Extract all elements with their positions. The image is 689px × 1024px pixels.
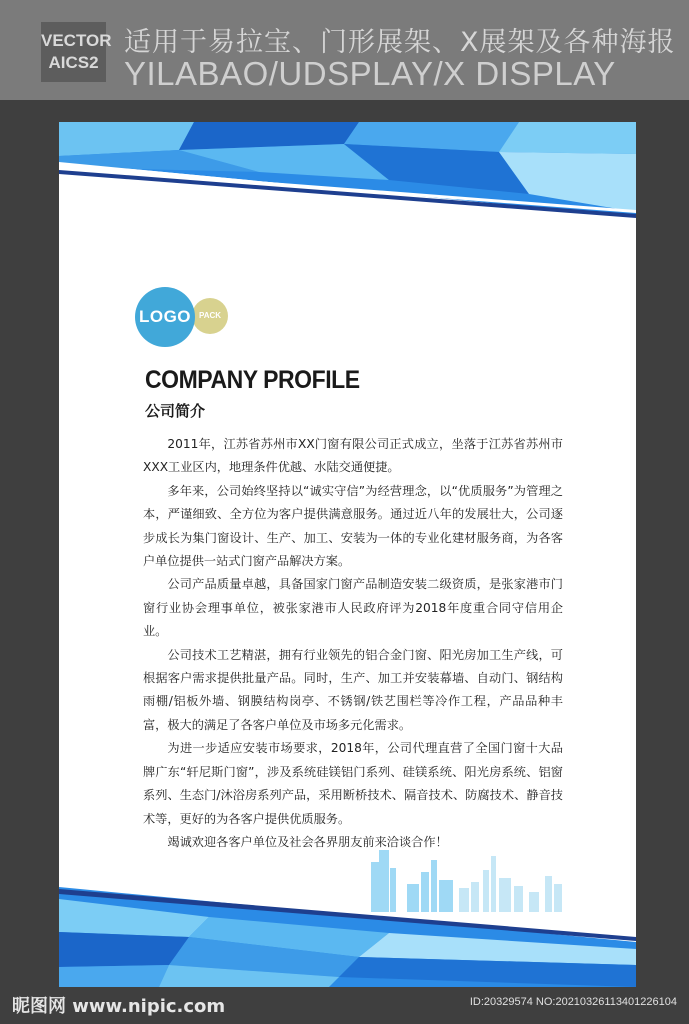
top-geometric-decoration [59,122,636,222]
poster [59,122,636,987]
paragraph: 多年来，公司始终坚持以“诚实守信”为经营理念，以“优质服务”为管理之本，严谨细致、全方位为客户提供满意服务。通过近八年的发展壮大，公司逐步成长为集门窗设计、生产、加工、安装为一体的专业化建材服务商，为各客户单位提供一站式门窗产品解决方案。 [143,483,563,569]
vector-badge [41,22,112,82]
company-logo [135,287,235,347]
badge-line-2: AICS2 [48,53,99,72]
profile-title-en: COMPANY PROFILE [145,366,360,394]
logo-pack-circle: PACK [192,298,228,334]
bottom-geometric-decoration [59,887,636,987]
profile-title-cn: 公司简介 [145,402,206,420]
paragraph: 为进一步适应安装市场要求，2018年，公司代理直营了全国门窗十大品牌广东“轩尼斯门窗”，涉及系统硅镁铝门系列、硅镁系统、阳光房系统、铝窗系列、生态门/沐浴房系列产品，采用断桥技术、隔音技术、防腐技术、静音技术等，更好的为各客户提供优质服务。 [143,741,563,826]
header-banner [0,0,689,100]
banner-title-en: YILABAO/UDSPLAY/X DISPLAY [124,55,616,92]
profile-body [143,433,563,854]
paragraph: 公司技术工艺精湛，拥有行业领先的铝合金门窗、阳光房加工生产线，可根据客户需求提供批量产品。同时，生产、加工并安装幕墙、自动门、钢结构雨棚/铝板外墙、钢膜结构岗亭、不锈钢/铁艺围栏等冷作工程，产品品种丰富，极大的满足了各客户单位及市场多元化需求。 [143,647,563,732]
banner-title-cn: 适用于易拉宝、门形展架、X展架及各种海报 [124,27,676,58]
paragraph: 竭诚欢迎各客户单位及社会各界朋友前来洽谈合作！ [167,834,448,849]
paragraph: 公司产品质量卓越，具备国家门窗产品制造安装二级资质，是张家港市门窗行业协会理事单位，被张家港市人民政府评为2018年度重合同守信用企业。 [143,577,563,639]
badge-line-1: VECTOR [41,31,112,50]
paragraph: 2011年，江苏省苏州市XX门窗有限公司正式成立，坐落于江苏省苏州市XXX工业区内，地理条件优越、水陆交通便捷。 [143,437,563,475]
footer-site: 昵图网 www.nipic.com [12,996,226,1017]
footer-id: ID:20329574 NO:20210326113401226104 [469,996,677,1008]
logo-main-circle: LOGO [135,287,195,347]
